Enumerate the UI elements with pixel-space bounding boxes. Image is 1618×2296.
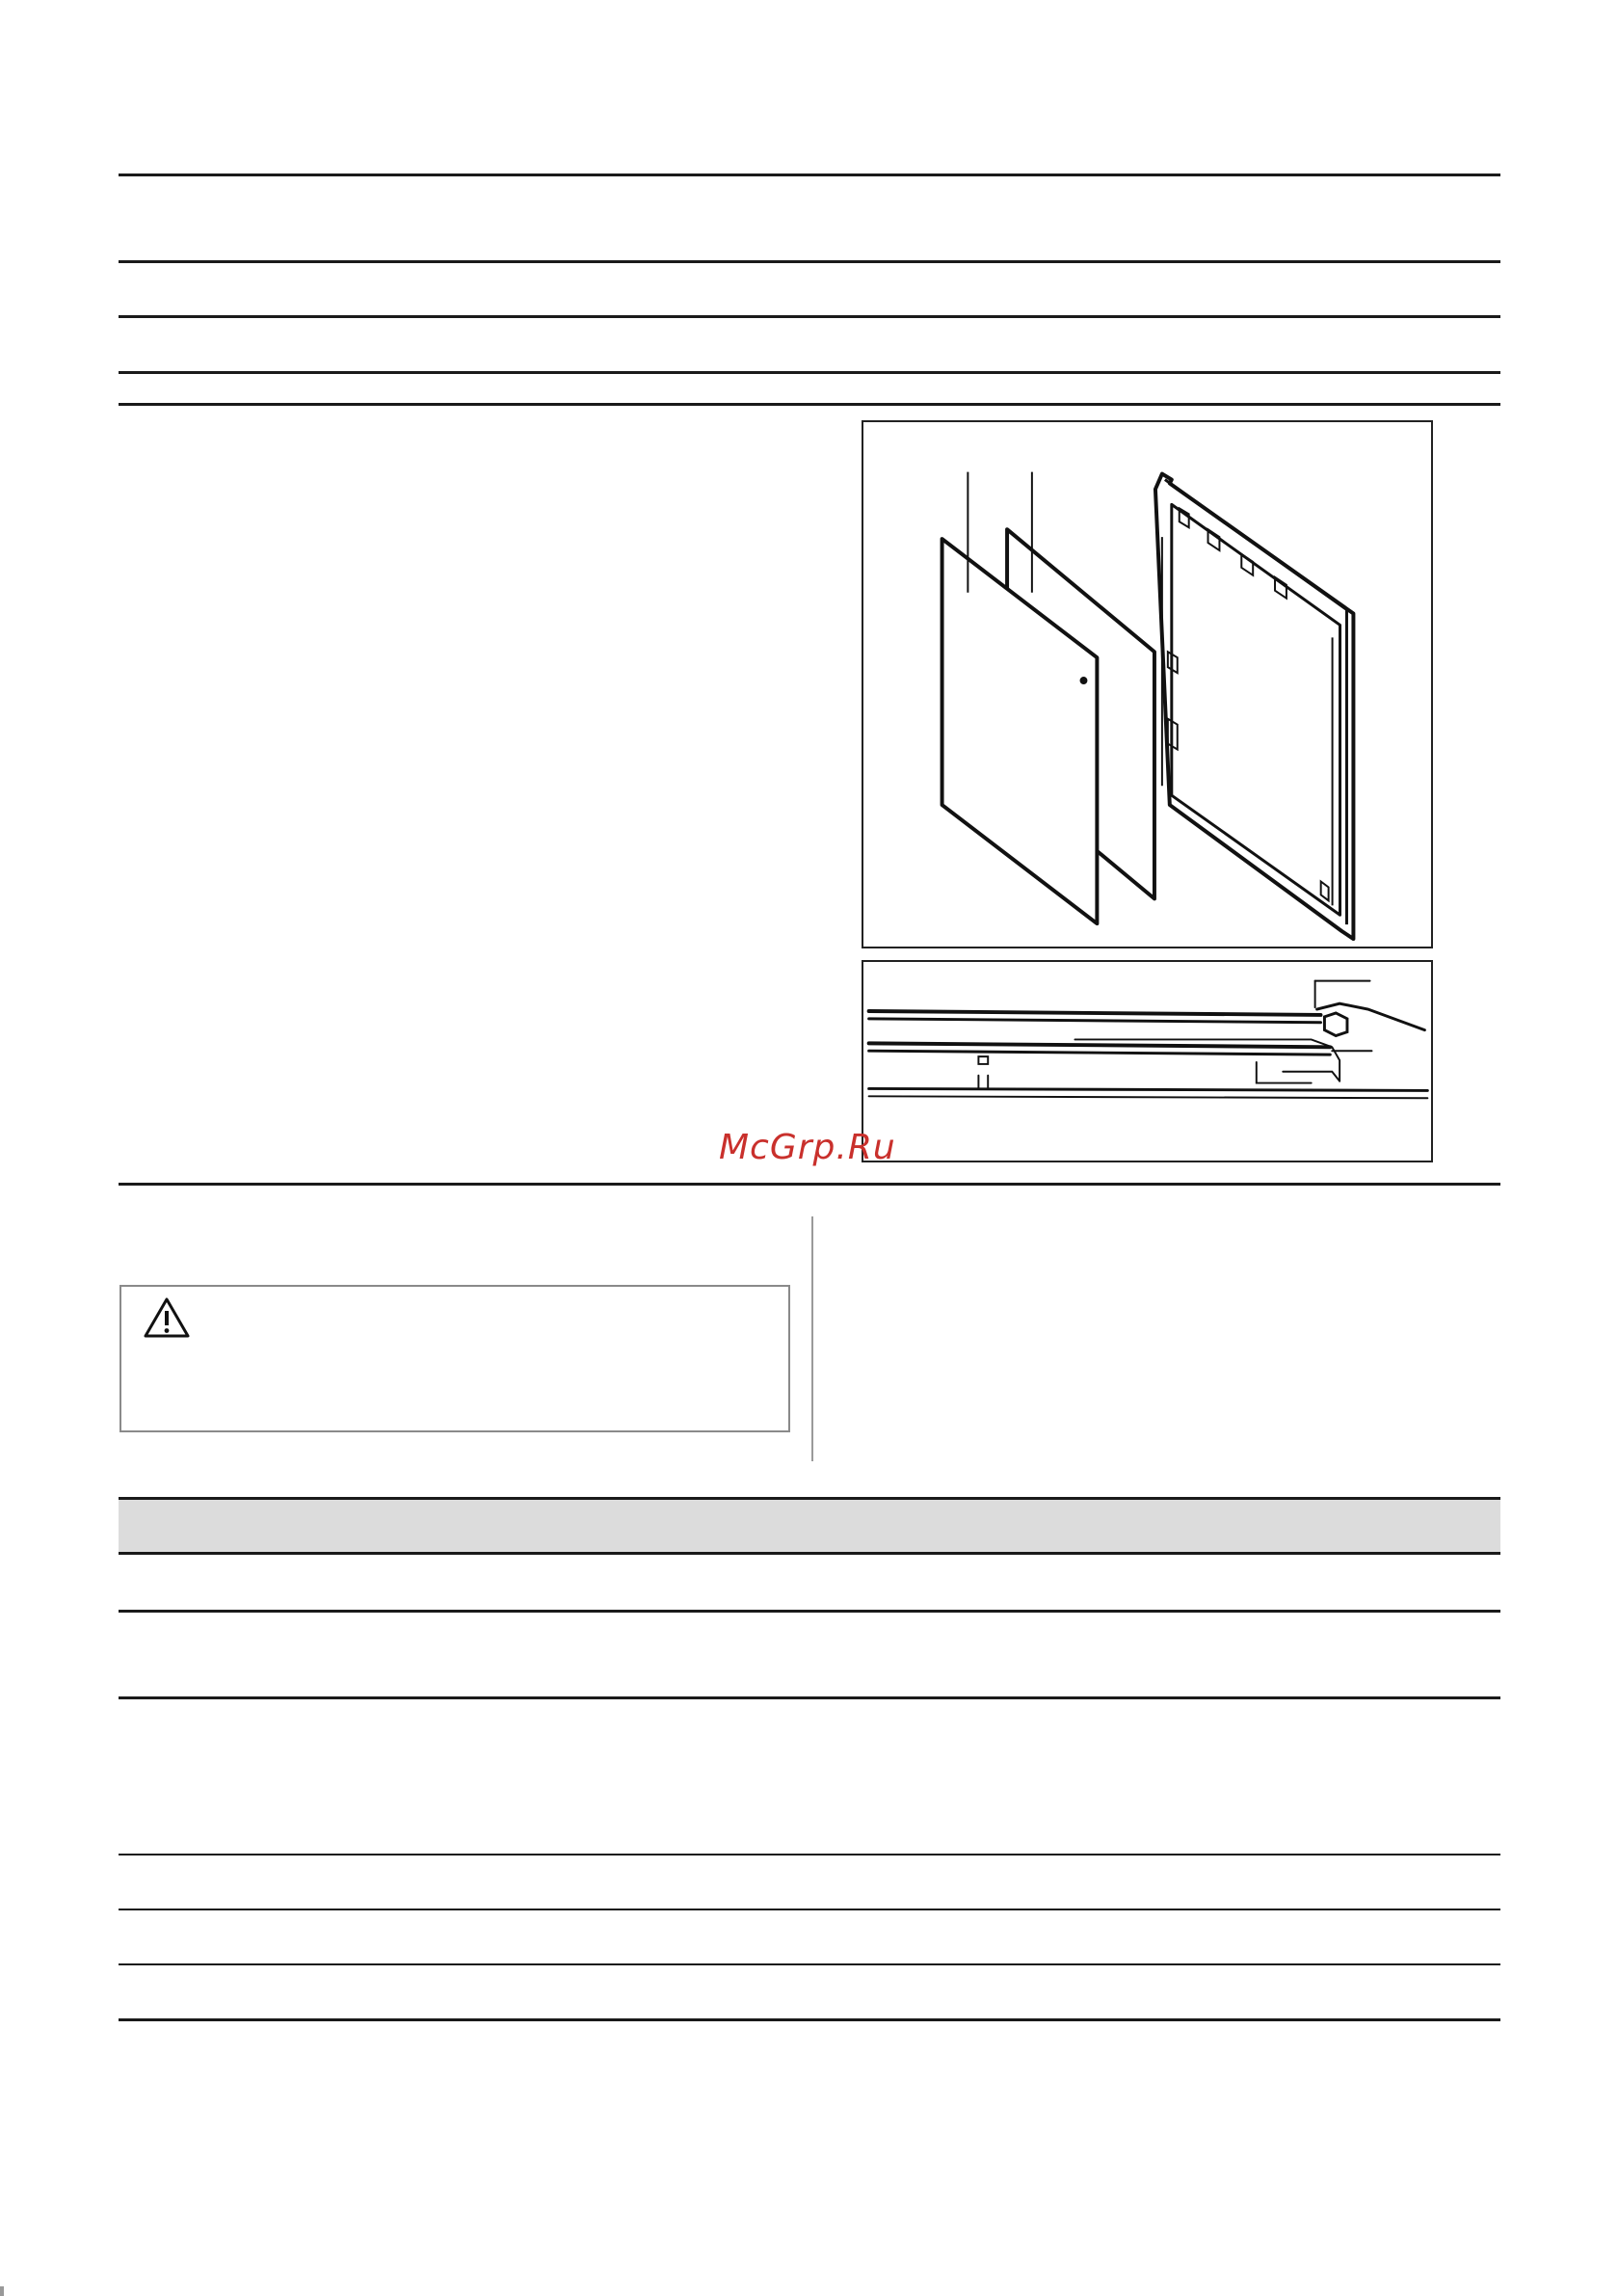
table-row-divider-4 [119,1909,1500,1910]
table-row-divider-5 [119,1963,1500,1965]
rule-top-4 [119,371,1500,374]
door-glass-cross-section-illustration [863,962,1431,1161]
warning-box [119,1285,790,1432]
rule-top-1 [119,174,1500,176]
table-row-divider-3 [119,1854,1500,1855]
rule-mid [119,1183,1500,1186]
table-row-divider-1 [119,1610,1500,1613]
door-cross-section-figure [862,960,1433,1162]
warning-triangle-icon [143,1296,191,1339]
table-row-divider-2 [119,1696,1500,1699]
table-header [119,1497,1500,1555]
rule-top-2 [119,260,1500,263]
panel-marker [1080,677,1088,684]
page-edge-mark [0,2286,4,2296]
rule-top-3 [119,315,1500,318]
door-exploded-figure [862,420,1433,948]
rule-top-5 [119,403,1500,406]
table-bottom-rule [119,2018,1500,2021]
column-divider [811,1216,813,1461]
watermark: McGrp.Ru [719,1128,896,1167]
oven-door-glass-panels-illustration [863,422,1431,947]
